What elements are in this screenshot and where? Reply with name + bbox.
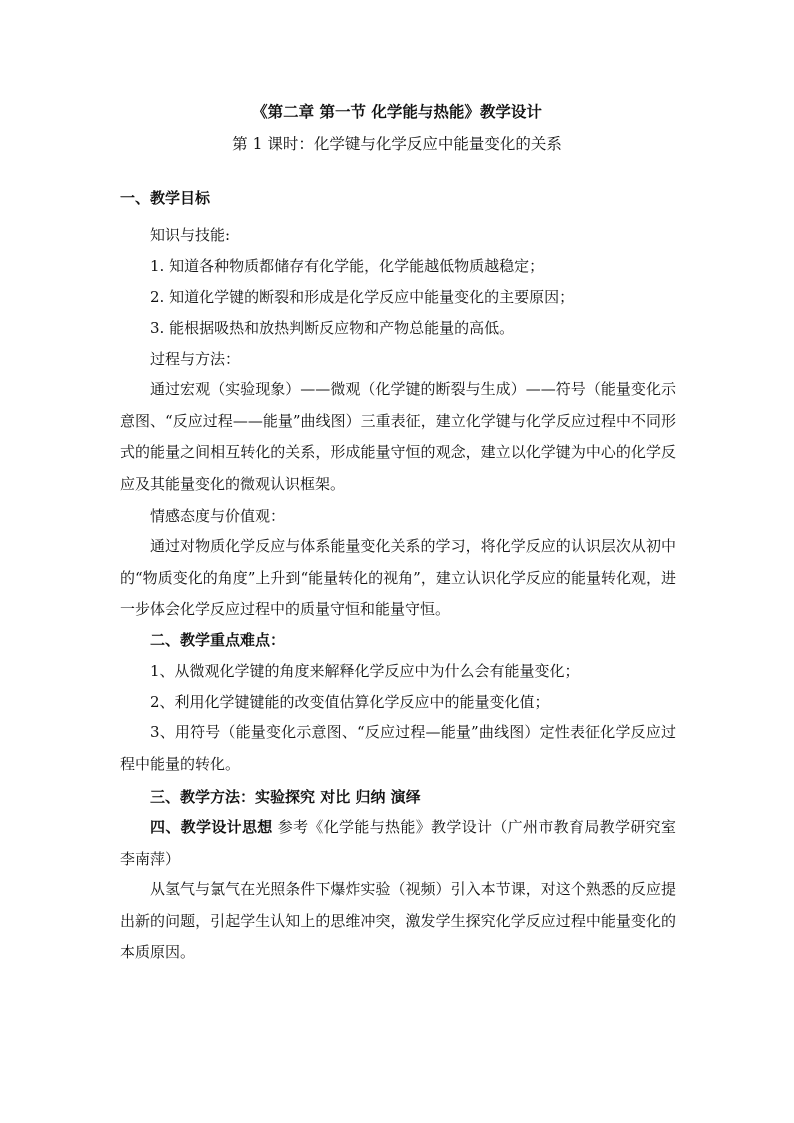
keypoint-item-2: 2、利用化学键键能的改变值估算化学反应中的能量变化值； [150,693,550,711]
keypoint-item-1: 1、从微观化学键的角度来解释化学反应中为什么会有能量变化； [150,662,580,680]
section-2-heading: 二、教学重点难点： [150,631,286,649]
process-label: 过程与方法： [150,350,241,368]
section-1-heading: 一、教学目标 [120,189,211,207]
attitude-label: 情感态度与价值观： [150,507,286,525]
attitude-paragraph: 通过对物质化学反应与体系能量变化关系的学习，将化学反应的认识层次从初中的“物质变化的角度”上升到“能量转化的视角”，建立认识化学反应的能量转化观，进一步体会化学反应过程中的质量守恒和能量守恒。 [120,537,676,618]
section-3-heading: 三、教学方法：实验探究 对比 归纳 演绎 [150,788,421,806]
process-paragraph: 通过宏观（实验现象）——微观（化学键的断裂与生成）——符号（能量变化示意图、“反应过程——能量”曲线图）三重表征，建立化学键与化学反应过程中不同形式的能量之间相互转化的关系，形成能量守恒的观念，建立以化学键为中心的化学反应及其能量变化的微观认识框架。 [120,380,676,493]
document-subtitle: 第 1 课时：化学键与化学反应中能量变化的关系 [232,135,562,153]
document-title: 《第二章 第一节 化学能与热能》教学设计 [252,102,542,121]
section-4-paragraph: 从氢气与氯气在光照条件下爆炸实验（视频）引入本节课，对这个熟悉的反应提出新的问题，引起学生认知上的思维冲突，激发学生探究化学反应过程中能量变化的本质原因。 [120,880,676,961]
knowledge-item-2: 2. 知道化学键的断裂和形成是化学反应中能量变化的主要原因； [150,288,575,306]
knowledge-label: 知识与技能: [150,226,231,244]
section-4-intro [120,812,676,875]
knowledge-item-1: 1. 知道各种物质都储存有化学能，化学能越低物质越稳定； [150,257,545,275]
section-4-reference: 参考《化学能与热能》教学设计（广州市教育局教学研究室李南萍） [120,818,676,868]
section-4-heading: 四、教学设计思想 [150,818,273,836]
knowledge-item-3: 3. 能根据吸热和放热判断反应物和产物总能量的高低。 [150,319,515,337]
keypoint-item-3: 3、用符号（能量变化示意图、“反应过程—能量”曲线图）定性表征化学反应过程中能量的转化。 [120,723,676,773]
